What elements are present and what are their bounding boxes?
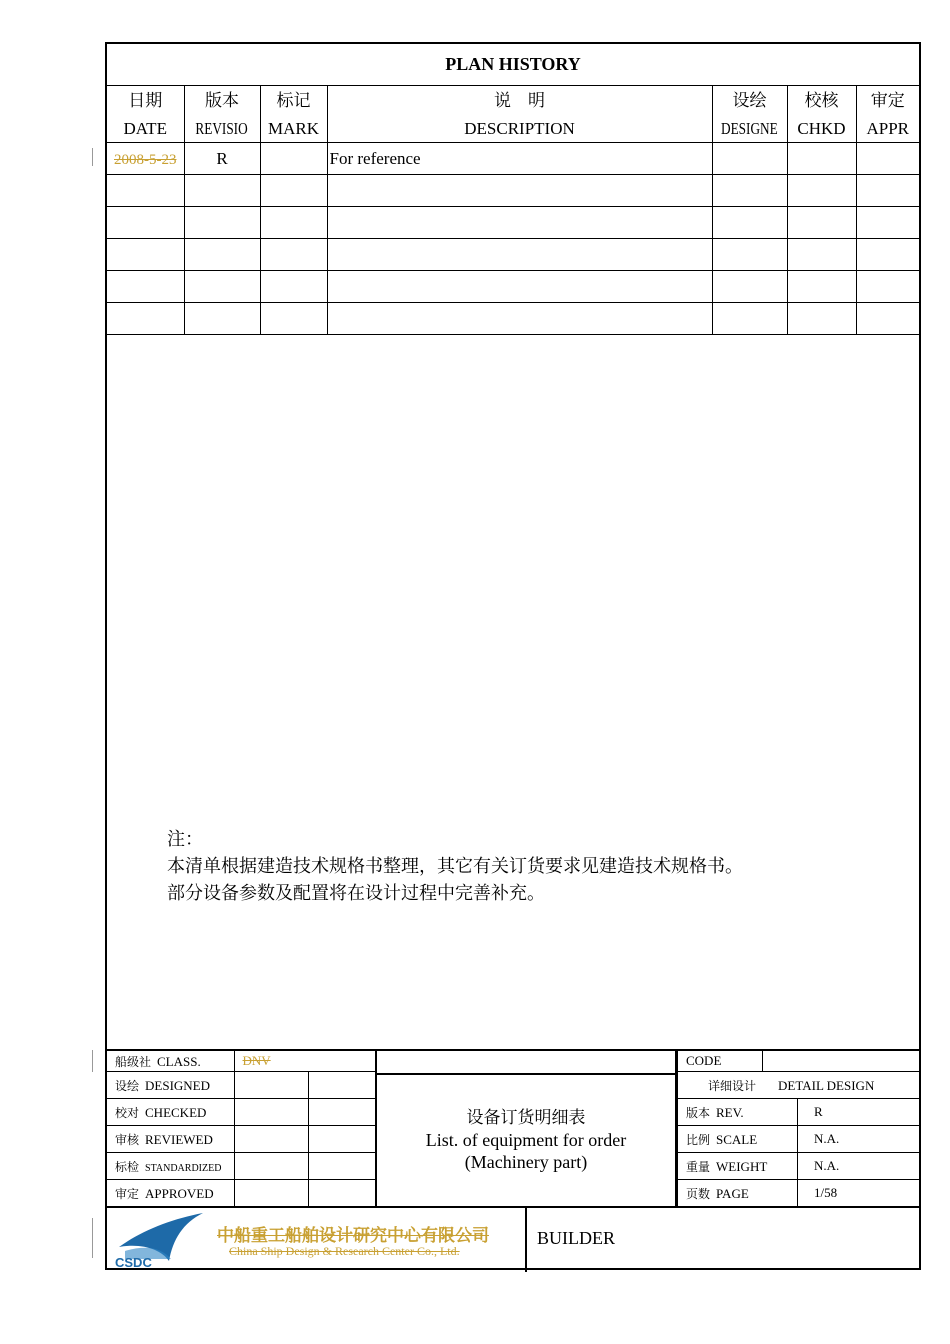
drawing-info-table [677,1051,920,1206]
drawing-frame [105,42,921,1270]
designed-label: 设绘 DESIGNED [107,1072,234,1099]
weight-value: N.A. [798,1153,920,1180]
table-row [107,143,919,175]
svg-text:CSDC: CSDC [115,1255,152,1270]
reviewed-label: 审核 REVIEWED [107,1126,234,1153]
builder-label: BUILDER [537,1228,615,1248]
row-checked [787,143,856,175]
plan-history-title: PLAN HISTORY [107,44,919,86]
drawing-title-box [375,1051,677,1208]
scale-value: N.A. [798,1126,920,1153]
note-line: 本清单根据建造技术规格书整理，其它有关订货要求见建造技术规格书。 [167,856,743,877]
row-approved [856,143,919,175]
scale-label: 比例 SCALE [678,1126,798,1153]
row-description: For reference [327,143,712,175]
header-date: 日期 DATE [107,86,184,143]
code-value [763,1051,920,1072]
company-name-cn: 中船重工船舶设计研究中心有限公司 [217,1226,489,1246]
csdc-logo-icon [111,1209,211,1271]
design-stage: 详细设计 DETAIL DESIGN [678,1072,920,1099]
checked-label: 校对 CHECKED [107,1099,234,1126]
header-designed: 设绘 DESIGNE [712,86,787,143]
row-mark [260,143,327,175]
class-value: DNV [234,1051,375,1072]
margin-mark [92,148,93,166]
plan-history-header-row [107,86,919,143]
drawing-title: 设备订货明细表 List. of equipment for order (Machinery part) [425,1108,627,1172]
header-description: 说 明 DESCRIPTION [327,86,712,143]
class-label: 船级社 CLASS. [107,1051,234,1072]
table-row [107,239,919,271]
plan-history-table [107,44,919,335]
code-label: CODE [678,1051,763,1072]
notes [167,826,743,907]
title-block [107,1049,919,1208]
header-mark: 标记 MARK [260,86,327,143]
rev-value: R [798,1099,920,1126]
page-label: 页数 PAGE [678,1180,798,1207]
company-logo-area [107,1208,527,1272]
footer [107,1206,919,1272]
row-date: 2008-5-23 [107,143,184,175]
table-row [107,303,919,335]
rev-label: 版本 REV. [678,1099,798,1126]
table-row [107,175,919,207]
standardized-label: 标检 STANDARDIZED [107,1153,234,1180]
header-revision: 版本 REVISIO [184,86,260,143]
note-line: 部分设备参数及配置将在设计过程中完善补充。 [167,883,545,904]
weight-label: 重量 WEIGHT [678,1153,798,1180]
notes-label: 注： [167,829,203,850]
company-name-en: China Ship Design & Research Center Co., Ltd. [229,1244,460,1258]
approval-table [107,1051,376,1206]
row-designed [712,143,787,175]
page-value: 1/58 [798,1180,920,1207]
margin-mark [92,1050,93,1072]
header-approved: 审定 APPR [856,86,919,143]
table-row [107,207,919,239]
approved-label: 审定 APPROVED [107,1180,234,1207]
table-row [107,271,919,303]
row-revision: R [184,143,260,175]
margin-mark [92,1218,93,1258]
header-checked: 校核 CHKD [787,86,856,143]
